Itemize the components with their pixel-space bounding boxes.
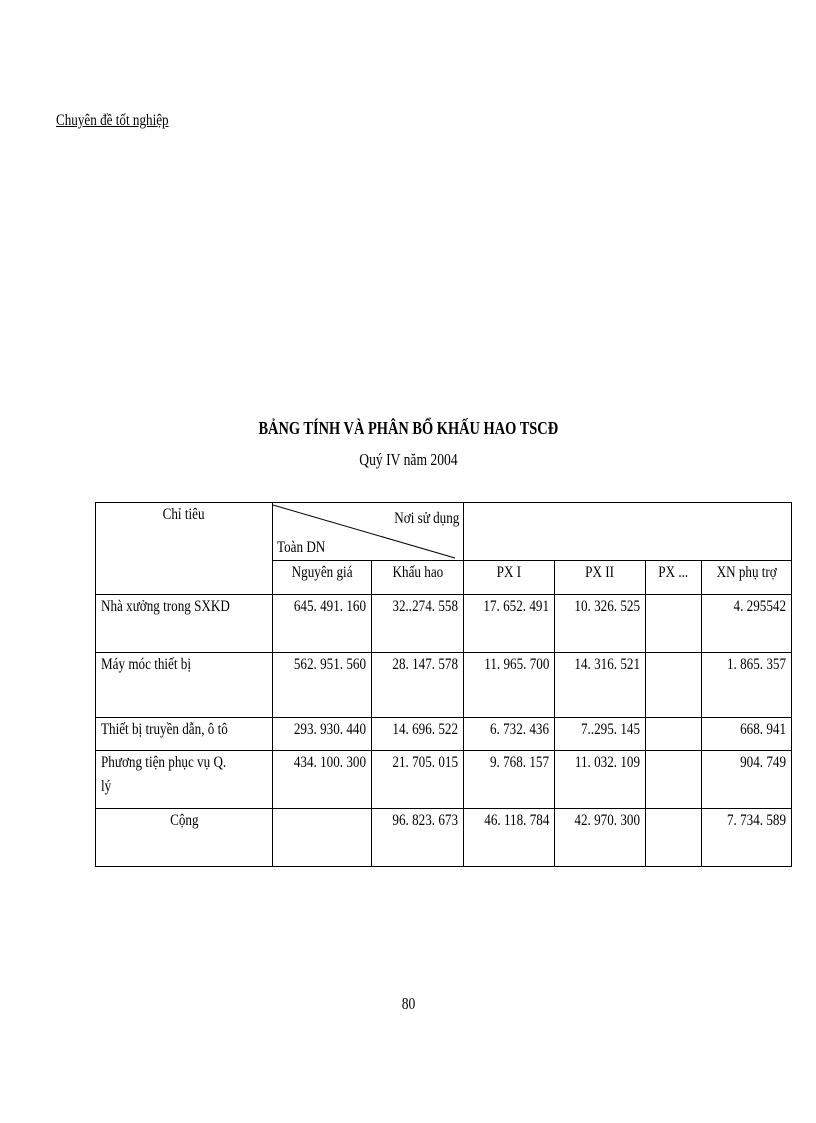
diagonal-bottom-label: Toàn DN — [277, 539, 326, 556]
table-cell — [646, 751, 702, 809]
depreciation-table — [95, 502, 792, 867]
table-cell: 17. 652. 491 — [464, 595, 555, 653]
table-cell: 42. 970. 300 — [555, 809, 646, 867]
table-cell: 562. 951. 560 — [273, 653, 372, 718]
table-cell: 645. 491. 160 — [273, 595, 372, 653]
column-header: XN phụ trợ — [702, 561, 792, 595]
table-cell: 4. 295542 — [702, 595, 792, 653]
table-cell: 32..274. 558 — [372, 595, 464, 653]
table-row — [96, 751, 792, 809]
column-header: PX I — [464, 561, 555, 595]
table-cell — [646, 653, 702, 718]
diagonal-top-label: Nơi sử dụng — [393, 510, 459, 527]
table-row — [96, 595, 792, 653]
table-cell: 293. 930. 440 — [273, 718, 372, 751]
table-cell — [646, 718, 702, 751]
table-cell: 7. 734. 589 — [702, 809, 792, 867]
table-cell: 28. 147. 578 — [372, 653, 464, 718]
total-row — [96, 809, 792, 867]
table-cell: 14. 696. 522 — [372, 718, 464, 751]
table-cell: 46. 118. 784 — [464, 809, 555, 867]
row-label: Thiết bị truyền dẫn, ô tô — [96, 718, 273, 751]
table-cell: 9. 768. 157 — [464, 751, 555, 809]
table-title: BẢNG TÍNH VÀ PHÂN BỔ KHẤU HAO TSCĐ — [258, 418, 558, 438]
column-header: PX ... — [646, 561, 702, 595]
table-cell: 21. 705. 015 — [372, 751, 464, 809]
diagonal-header-cell — [273, 503, 464, 561]
table-cell: 11. 965. 700 — [464, 653, 555, 718]
header-row-top — [96, 503, 792, 561]
table-cell: 96. 823. 673 — [372, 809, 464, 867]
table-row — [96, 653, 792, 718]
corner-header-cell — [96, 503, 273, 595]
row-label: Phương tiện phục vụ Q. lý — [96, 751, 273, 809]
corner-label: Chỉ tiêu — [163, 506, 205, 523]
table-subtitle: Quý IV năm 2004 — [358, 450, 458, 469]
table-cell: 904. 749 — [702, 751, 792, 809]
total-label: Cộng — [96, 809, 273, 867]
table-cell — [273, 809, 372, 867]
table-cell: 434. 100. 300 — [273, 751, 372, 809]
table-cell: 10. 326. 525 — [555, 595, 646, 653]
row-label: Nhà xưởng trong SXKD — [96, 595, 273, 653]
row-label: Máy móc thiết bị — [96, 653, 273, 718]
table-cell: 6. 732. 436 — [464, 718, 555, 751]
table-row — [96, 718, 792, 751]
table-cell: 11. 032. 109 — [555, 751, 646, 809]
column-header: Khấu hao — [372, 561, 464, 595]
table-cell — [646, 595, 702, 653]
document-header: Chuyên đề tốt nghiệp — [56, 112, 169, 129]
empty-header-cell — [464, 503, 792, 561]
page-number: 80 — [401, 994, 415, 1013]
column-header: Nguyên giá — [273, 561, 372, 595]
table-cell: 1. 865. 357 — [702, 653, 792, 718]
table-cell — [646, 809, 702, 867]
table-cell: 668. 941 — [702, 718, 792, 751]
table-cell: 7..295. 145 — [555, 718, 646, 751]
table-cell: 14. 316. 521 — [555, 653, 646, 718]
column-header: PX II — [555, 561, 646, 595]
